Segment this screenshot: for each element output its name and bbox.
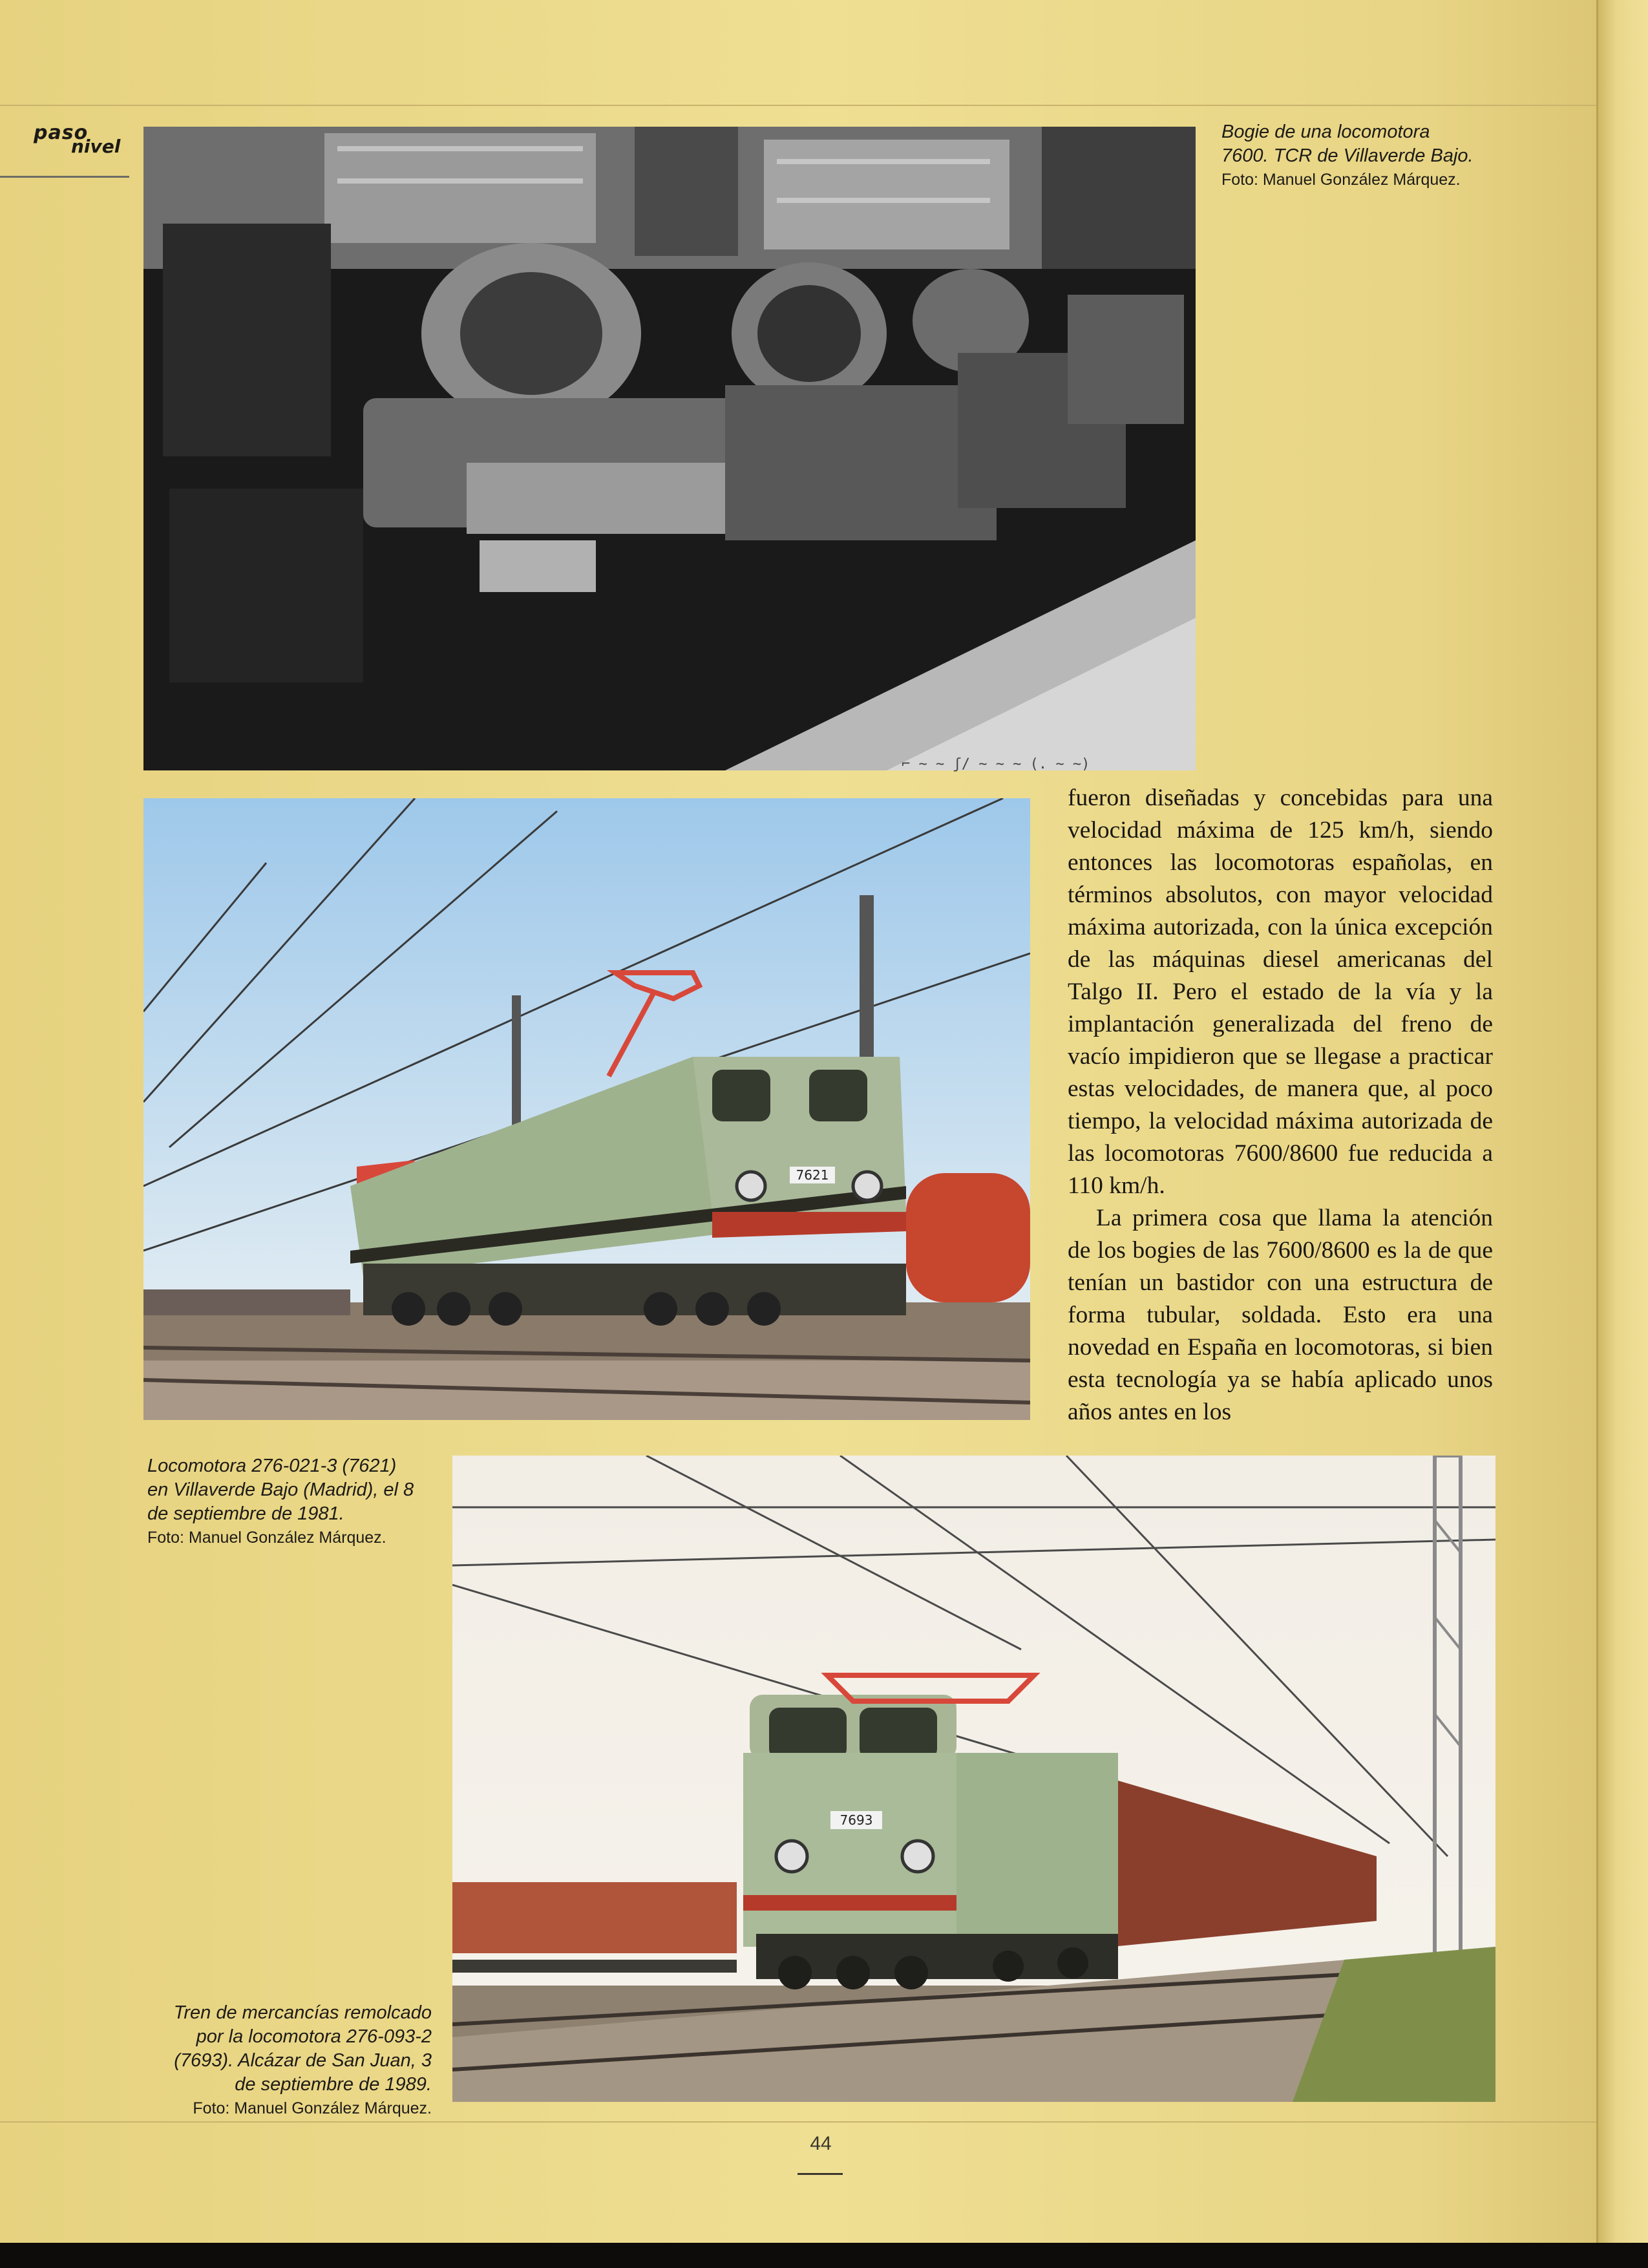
page-number-rule	[798, 2173, 843, 2175]
magazine-logo	[34, 122, 131, 160]
logo-line-2: nivel	[71, 136, 121, 157]
loco-7621-caption	[147, 1454, 432, 1550]
article-body	[1068, 782, 1493, 1428]
logo-line-1: paso	[34, 122, 89, 144]
logo-underline	[0, 176, 129, 178]
bogie-caption-line-2: 7600. TCR de Villaverde Bajo.	[1221, 145, 1474, 166]
locomotive-7621-photo	[143, 798, 1030, 1420]
bogie-caption-credit: Foto: Manuel González Márquez.	[1221, 171, 1461, 189]
bogie-caption-line-1: Bogie de una locomotora	[1221, 122, 1430, 142]
freight-train-7693-photo	[452, 1456, 1495, 2102]
loco-7693-number-plate: 7693	[840, 1812, 873, 1828]
loco-7621-caption-credit: Foto: Manuel González Márquez.	[147, 1529, 386, 1547]
page-number: 44	[810, 2133, 832, 2154]
bottom-edge	[0, 2243, 1648, 2268]
article-paragraph-1: fueron diseñadas y concebidas para una velocidad máxima de 125 km/h, siendo entonces las locomotoras españolas, en términos absolutos, con mayor velocidad máxima autorizada, con la única excepción de las máquinas diesel americanas del Talgo II. Pero el estado de la vía y la implantación generalizada del freno de vacío impidieron que se llegase a practicar estas velocidades, de manera que, al poco tiempo, la velocidad máxima autorizada de las locomotoras 7600/8600 fue reducida a 110 km/h.	[1068, 785, 1493, 1199]
loco-7693-caption-line-1: Tren de mercancías remolcado	[173, 2002, 432, 2023]
loco-7693-caption-line-3: (7693). Alcázar de San Juan, 3	[174, 2050, 432, 2071]
loco-7621-caption-line-3: de septiembre de 1981.	[147, 1503, 344, 1524]
bottom-rule	[0, 2121, 1596, 2123]
handwritten-note: ⌐ ~ ~ ʃ/ ~ ~ ~ (. ~ ~)	[902, 756, 1090, 772]
article-paragraph-2: La primera cosa que llama la atención de los bogies de las 7600/8600 es la de que tenían un bastidor con una estructura de forma tubular, soldada. Esto era una novedad en España en locomotoras, si bien esta tecnología ya se había aplicado unos años antes en los	[1068, 1205, 1493, 1425]
bogie-photo	[143, 127, 1196, 770]
loco-7693-caption-line-4: de septiembre de 1989.	[235, 2074, 432, 2095]
loco-7693-caption-line-2: por la locomotora 276-093-2	[196, 2026, 432, 2047]
loco-7621-caption-line-1: Locomotora 276-021-3 (7621)	[147, 1456, 397, 1476]
loco-7693-caption	[116, 2001, 432, 2121]
top-rule	[0, 105, 1596, 106]
loco-7621-number-plate: 7621	[796, 1167, 829, 1183]
loco-7693-caption-credit: Foto: Manuel González Márquez.	[193, 2099, 432, 2117]
bogie-caption	[1221, 120, 1570, 192]
page-fold	[1596, 0, 1648, 2243]
loco-7621-caption-line-2: en Villaverde Bajo (Madrid), el 8	[147, 1479, 414, 1500]
